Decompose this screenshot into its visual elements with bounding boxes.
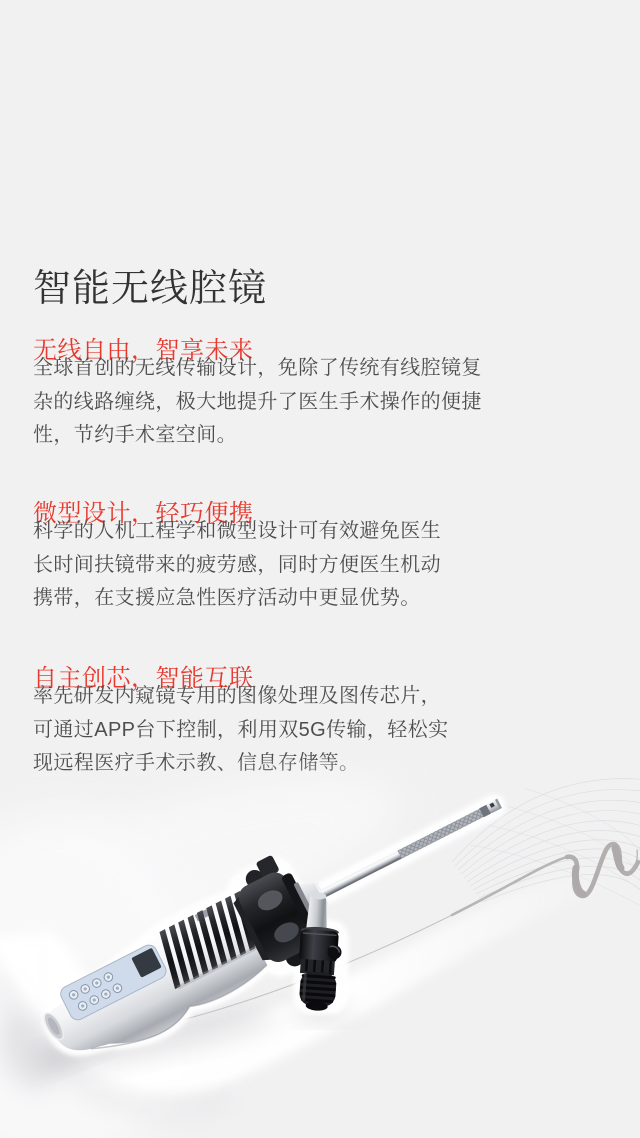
section-heading-wireless: 无线自由，智享未来	[33, 336, 254, 364]
section-heading-compact: 微型设计，轻巧便携	[33, 499, 254, 527]
page-title: 智能无线腔镜	[33, 268, 268, 311]
body-line: 性，节约手术室空间。	[33, 424, 237, 447]
body-line: 现远程医疗手术示教、信息存储等。	[33, 752, 360, 775]
product-photo-endoscope	[0, 760, 640, 1138]
body-line: 携带，在支援应急性医疗活动中更显优势。	[33, 587, 421, 610]
section-body-compact	[33, 515, 441, 616]
section-body-wireless	[33, 352, 482, 453]
body-line: 长时间扶镜带来的疲劳感，同时方便医生机动	[33, 553, 441, 576]
body-line: 可通过APP台下控制，利用双5G传输，轻松实	[33, 718, 449, 741]
section-heading-chip: 自主创芯，智能互联	[33, 664, 254, 692]
body-line: 率先研发内窥镜专用的图像处理及图传芯片，	[33, 685, 441, 707]
body-line: 杂的线路缠绕，极大地提升了医生手术操作的便捷	[33, 390, 482, 413]
body-line: 全球首创的无线传输设计，免除了传统有线腔镜复	[33, 357, 482, 379]
body-line: 科学的人机工程学和微型设计可有效避免医生	[33, 520, 441, 542]
